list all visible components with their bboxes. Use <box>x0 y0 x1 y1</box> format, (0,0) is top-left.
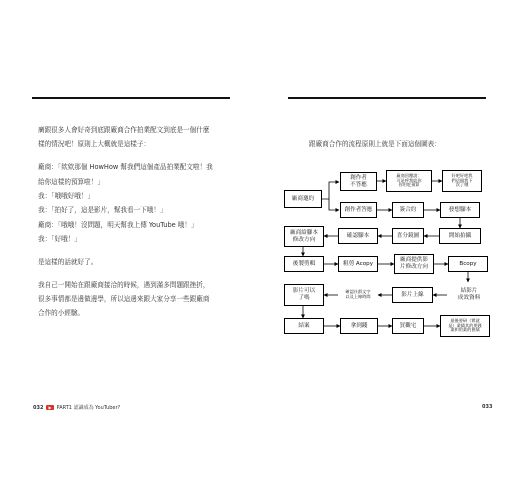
flow-r5-1: 影片可以 了嗎 <box>284 284 324 306</box>
body-line: 樣的情況吧！原則上大概就是這樣子： <box>38 140 151 149</box>
page-footer <box>482 404 492 410</box>
flow-r3-4: 開始拍攝 <box>439 228 481 244</box>
flow-r5-4: 結影片 成效資料 <box>457 288 481 301</box>
body-line: 我自己一開始在跟廠商接洽的時候，遇到滿多問題跟挫折， <box>38 280 210 289</box>
flow-r6-1: 結案 <box>284 318 324 334</box>
flowchart <box>262 0 520 500</box>
flow-r5-2: 確認社群文字 以及上線時間 <box>345 289 371 299</box>
body-line: 我：「哦哦好哦！」 <box>38 191 95 200</box>
flow-r3-2: 確認腳本 <box>338 228 378 244</box>
flow-r6-2: 拿到錢 <box>340 318 378 334</box>
left-page <box>0 0 258 500</box>
flow-r1-3: 好吧好吧我 們這個我下 次了哦 <box>442 170 482 192</box>
play-icon: ▶ <box>48 405 52 410</box>
flow-r3-3: 喜分鏡圖 <box>392 228 424 244</box>
flow-r4-2: 粗剪 Acopy <box>338 256 378 272</box>
flow-r2-2: 簽合約 <box>392 202 424 218</box>
flow-r6-4: 最後要研（實就 是）業績其的要錢 業和的業的會績 <box>440 315 490 337</box>
page-number: 033 <box>482 404 493 410</box>
right-page <box>262 0 520 500</box>
body-line: 是這樣的話就好了。 <box>38 257 98 266</box>
flow-r2-3: 發想腳本 <box>440 202 480 218</box>
section-title: PART1 認識成為 YouTuber? <box>56 405 121 411</box>
top-rule <box>32 97 230 99</box>
body-line: 廠商：「欸欸那個 HowHow 幫我們這個產品拍業配文啦！我 <box>38 163 213 172</box>
flow-r5-3: 影片上線 <box>392 287 433 303</box>
body-line: 合作的小經驗。 <box>38 309 85 318</box>
body-line: 廠商：「哦哦！沒問題，明天幫我上傳 YouTube 哦！」 <box>38 220 198 229</box>
flow-r6-3: 買觀宅 <box>392 318 424 334</box>
flow-r4-1: 後製剪輯 <box>284 256 324 272</box>
body-line: 廣跟很多人會好奇到底跟廠商合作拍業配文到底是一個什麼 <box>38 126 210 134</box>
flow-r4-4: Bcopy <box>448 256 488 272</box>
page-number: 032 <box>33 405 44 411</box>
body-line: 我：「好哦！」 <box>38 235 81 244</box>
page-footer <box>33 404 120 411</box>
flow-r2-1: 創作者答應 <box>340 202 377 218</box>
flowchart-arrows <box>262 0 520 500</box>
intro-text: 跟廠商合作的流程原則上就是下面這個圖表： <box>309 140 441 148</box>
flow-start: 廠商邀約 <box>284 190 322 208</box>
body-line: 給你這樣的預算啦！」 <box>38 177 104 186</box>
flow-r3-1: 廠商給腳本 修改方向 <box>284 226 324 247</box>
body-line: 很多事情都是邊做邊學，所以這邊來跟大家分享一些跟廠商 <box>38 294 210 303</box>
flow-r1-2: 廠商回覆說： 可是呼我給你 你用吃預算 <box>386 170 432 192</box>
flow-r4-3: 廠商提供影 片修改方向 <box>394 254 434 274</box>
body-line: 我：「拍好了，這是影片，幫我看一下哦！」 <box>38 206 167 215</box>
flow-r1-1: 創作者 不答應 <box>340 172 377 191</box>
